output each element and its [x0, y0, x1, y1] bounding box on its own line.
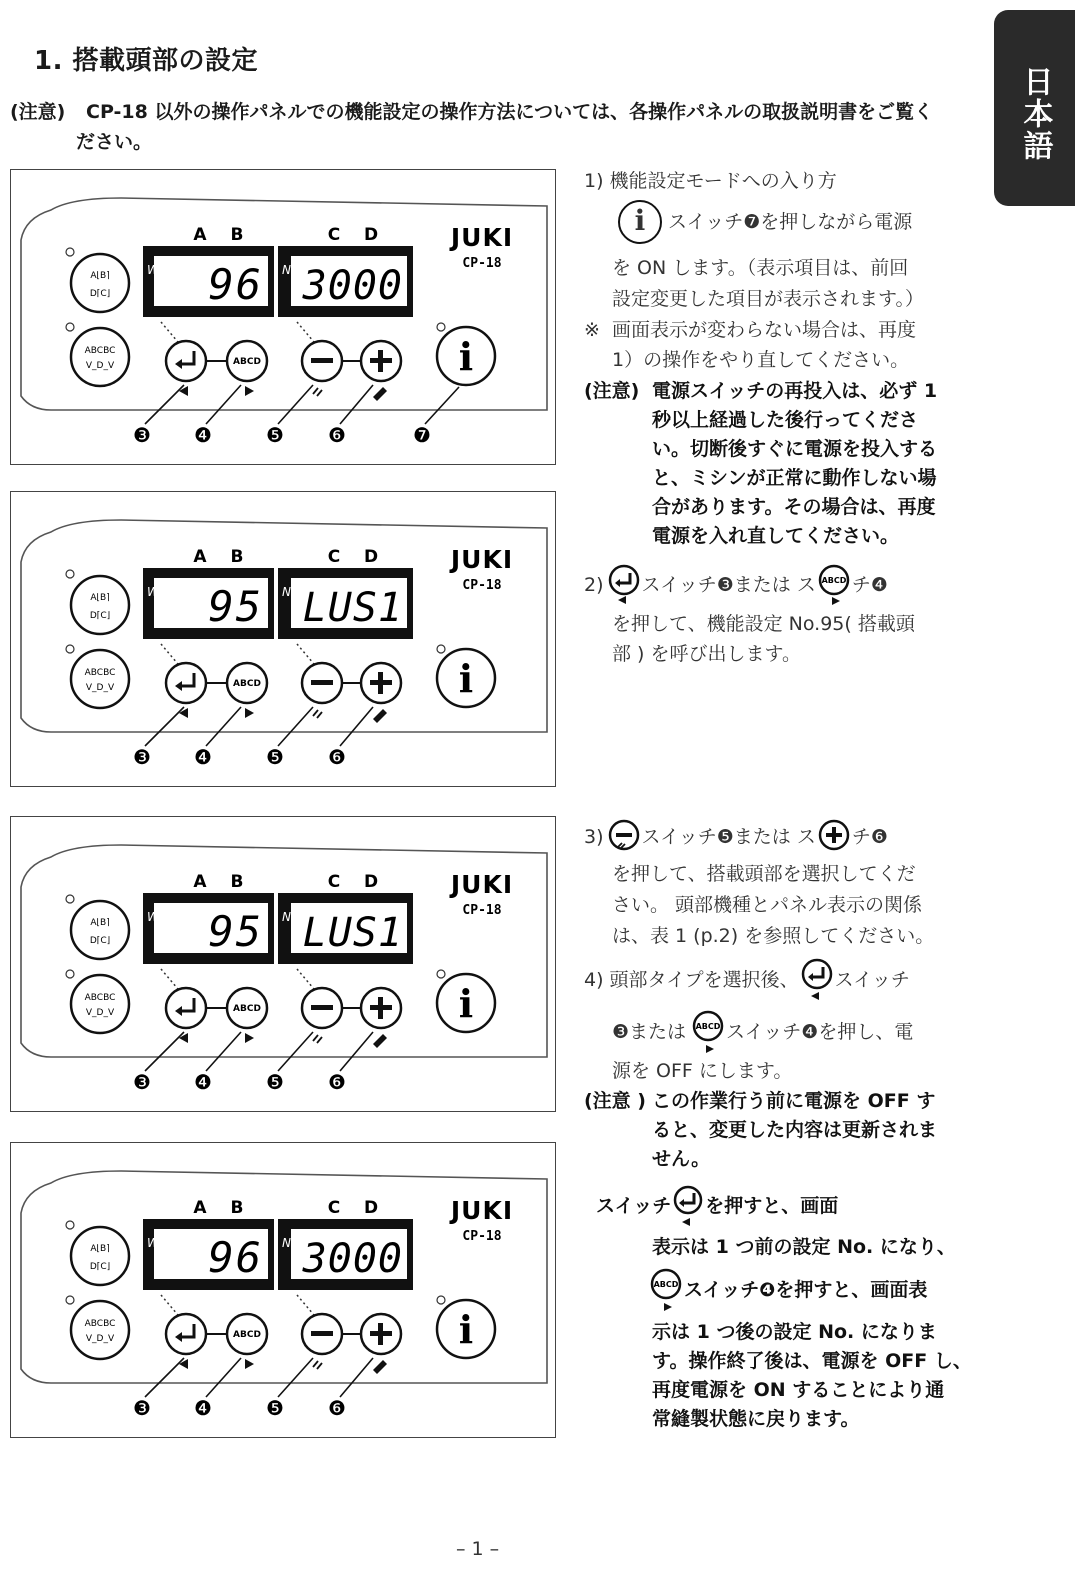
- callout-number: ❻: [328, 423, 346, 447]
- step1-heading: 1) 機能設定モードへの入り方: [584, 170, 837, 192]
- top-note-line1: CP-18 以外の操作パネルでの機能設定の操作方法については、各操作パネルの取扱説明書をご覧く: [86, 101, 934, 123]
- slash-mark-icon: [313, 710, 322, 718]
- callout-arrow: [145, 707, 184, 746]
- info-switch-label: i: [458, 656, 474, 701]
- tail-line7: 常縫製状態に戻ります。: [652, 1408, 860, 1430]
- callout-number: ❹: [194, 745, 212, 769]
- column-label-c: C: [327, 547, 341, 567]
- step4-line1: [584, 958, 910, 1002]
- pen-icon: [373, 709, 387, 723]
- multi-stitch-label: V_D_V: [85, 683, 115, 693]
- tail-line6: 再度電源を ON することにより通: [652, 1379, 945, 1401]
- step3-text-b: チ❻: [851, 825, 888, 848]
- column-label-b: B: [230, 872, 244, 892]
- svg-text:ABCD: ABCD: [653, 1280, 679, 1289]
- step3-line4: は、表 1 (p.2) を参照してください。: [612, 925, 935, 947]
- lcd-mark-icon: N: [282, 263, 291, 277]
- model-label: CP-18: [462, 578, 502, 593]
- juki-logo: JUKI: [450, 545, 514, 574]
- callout-arrow: [278, 1032, 313, 1071]
- tail-line5: す。操作終了後は、電源を OFF し、: [652, 1350, 972, 1372]
- lcd-mark-icon: W: [147, 1236, 159, 1250]
- callout-arrow: [145, 1032, 184, 1071]
- left-lcd-value: 95: [208, 907, 263, 956]
- abcd-switch-icon: [648, 1268, 684, 1312]
- plus-sign-icon: [378, 672, 383, 694]
- note1-label: (注意): [584, 380, 640, 402]
- step1-remark-line2: 1）の操作をやり直してください。: [612, 349, 910, 371]
- left-triangle-icon: [179, 1359, 188, 1369]
- indicator-led: [66, 570, 74, 578]
- juki-logo: JUKI: [450, 1196, 514, 1225]
- plus-sign-icon: [378, 1323, 383, 1345]
- indicator-led: [437, 1296, 445, 1304]
- step2-text-b: チ❹: [851, 573, 888, 596]
- callout-arrow: [278, 385, 313, 424]
- top-note-line2: ださい。: [76, 131, 153, 153]
- note2-line: せん。: [652, 1148, 711, 1170]
- top-note-label: (注意): [10, 101, 66, 123]
- left-triangle-icon: [179, 708, 188, 718]
- right-lcd-value: LUS1: [302, 585, 403, 631]
- enter-switch-icon: [166, 663, 206, 703]
- callout-arrow: [340, 1032, 373, 1071]
- step1-remark-mark: ※: [584, 319, 600, 341]
- info-switch-label: i: [458, 334, 474, 379]
- note1-line: 電源を入れ直してください。: [652, 525, 900, 547]
- callout-arrow: [206, 1358, 241, 1397]
- column-label-a: A: [193, 872, 207, 892]
- stitch-pattern-label: A⌊B⌉: [90, 918, 110, 928]
- step2-text-a: スイッチ❸または ス: [641, 573, 816, 596]
- minus-sign-icon: [311, 1331, 333, 1336]
- step4-line3: 源を OFF にします。: [612, 1060, 793, 1082]
- step2-number: 2): [584, 573, 604, 596]
- column-label-b: B: [230, 547, 244, 567]
- left-triangle-icon: [179, 1033, 188, 1043]
- note2-label: (注意 ): [584, 1090, 646, 1112]
- info-switch-label: i: [458, 981, 474, 1026]
- callout-number: ❼: [413, 423, 431, 447]
- stitch-pattern-label: D⌈C⌋: [89, 289, 111, 299]
- panel-figure-4: [10, 1142, 556, 1438]
- callout-number: ❺: [266, 745, 284, 769]
- note2-line: ると、変更した内容は更新されま: [652, 1119, 938, 1141]
- lcd-mark-icon: W: [147, 263, 159, 277]
- indicator-led: [66, 895, 74, 903]
- minus-sign-icon: [311, 680, 333, 685]
- column-label-a: A: [193, 225, 207, 245]
- column-label-a: A: [193, 1198, 207, 1218]
- note1-body: [652, 377, 992, 551]
- stitch-pattern-label: D⌈C⌋: [89, 936, 111, 946]
- indicator-led: [66, 1221, 74, 1229]
- plus-switch-icon: [816, 818, 852, 856]
- multi-stitch-label: ABCBC: [84, 993, 116, 1003]
- right-triangle-icon: [245, 708, 254, 718]
- callout-arrow: [206, 1032, 241, 1071]
- callout-arrow: [340, 385, 373, 424]
- right-lcd-value: LUS1: [302, 910, 403, 956]
- step2-line3: 部 ) を呼び出します。: [612, 643, 801, 665]
- callout-arrow: [206, 385, 241, 424]
- column-label-d: D: [363, 225, 379, 245]
- stitch-pattern-label: A⌊B⌉: [90, 1244, 110, 1254]
- callout-number: ❻: [328, 1070, 346, 1094]
- column-label-b: B: [230, 225, 244, 245]
- stitch-pattern-label: A⌊B⌉: [90, 593, 110, 603]
- lcd-mark-icon: N: [282, 1236, 291, 1250]
- tail-text-b: を押すと、画面: [705, 1194, 839, 1217]
- enter-switch-icon: [671, 1184, 705, 1228]
- note1-line: 電源スイッチの再投入は、必ず 1: [652, 380, 938, 402]
- lcd-mark-icon: W: [147, 910, 159, 924]
- step3-line1: [584, 818, 888, 856]
- indicator-led: [66, 970, 74, 978]
- callout-arrow: [340, 707, 373, 746]
- callout-arrow: [145, 385, 184, 424]
- right-triangle-icon: [245, 1033, 254, 1043]
- page-number: – 1 –: [456, 1538, 500, 1560]
- language-tab: 日本語: [994, 10, 1075, 206]
- step2-line2: を押して、機能設定 No.95( 搭載頭: [612, 613, 915, 635]
- lcd-mark-icon: W: [147, 585, 159, 599]
- step1-line-b: を ON します。（表示項目は、前回: [612, 257, 909, 279]
- step4-line2: [612, 1010, 913, 1054]
- column-label-d: D: [363, 872, 379, 892]
- stitch-pattern-switch-icon: [71, 901, 129, 959]
- enter-switch-icon: [606, 564, 642, 606]
- multi-stitch-switch-icon: [71, 1301, 129, 1359]
- indicator-led: [66, 645, 74, 653]
- step1-line-a-text: スイッチ❼を押しながら電源: [668, 210, 913, 233]
- abcd-switch-icon: [816, 564, 852, 606]
- info-switch-icon: i: [618, 200, 662, 244]
- slash-mark-icon: [313, 388, 322, 396]
- enter-switch-icon: [166, 1314, 206, 1354]
- stitch-pattern-label: D⌈C⌋: [89, 1262, 111, 1272]
- callout-arrow: [278, 707, 313, 746]
- multi-stitch-switch-icon: [71, 328, 129, 386]
- stitch-pattern-switch-icon: [71, 576, 129, 634]
- panel-figure-3: [10, 816, 556, 1112]
- plus-sign-icon: [378, 997, 383, 1019]
- step1-line-a: [618, 200, 912, 244]
- column-label-d: D: [363, 547, 379, 567]
- minus-sign-icon: [311, 1005, 333, 1010]
- callout-arrow: [340, 1358, 373, 1397]
- multi-stitch-label: V_D_V: [85, 361, 115, 371]
- plus-sign-icon: [378, 350, 383, 372]
- slash-mark-icon: [313, 1035, 322, 1043]
- left-lcd-value: 96: [208, 1233, 263, 1282]
- multi-stitch-label: ABCBC: [84, 1319, 116, 1329]
- callout-number: ❹: [194, 423, 212, 447]
- callout-arrow: [425, 387, 459, 424]
- callout-arrow: [145, 1358, 184, 1397]
- column-label-b: B: [230, 1198, 244, 1218]
- note1-line: い。切断後すぐに電源を投入する: [652, 438, 938, 460]
- abcd-switch-label: ABCD: [233, 1004, 261, 1014]
- model-label: CP-18: [462, 1229, 502, 1244]
- right-lcd-value: 3000: [302, 263, 403, 309]
- callout-number: ❺: [266, 1396, 284, 1420]
- callout-number: ❻: [328, 1396, 346, 1420]
- juki-logo: JUKI: [450, 870, 514, 899]
- right-triangle-icon: [245, 1359, 254, 1369]
- column-label-d: D: [363, 1198, 379, 1218]
- enter-switch-icon: [166, 988, 206, 1028]
- callout-number: ❸: [133, 745, 151, 769]
- callout-arrow: [278, 1358, 313, 1397]
- column-label-a: A: [193, 547, 207, 567]
- stitch-pattern-switch-icon: [71, 1227, 129, 1285]
- column-label-c: C: [327, 872, 341, 892]
- slash-mark-icon: [313, 1361, 322, 1369]
- callout-number: ❹: [194, 1070, 212, 1094]
- callout-number: ❺: [266, 423, 284, 447]
- note2-line: この作業行う前に電源を OFF す: [652, 1090, 936, 1112]
- step3-number: 3): [584, 825, 604, 848]
- panel-figure-2: [10, 491, 556, 787]
- step3-line3: さい。 頭部機種とパネル表示の関係: [612, 894, 923, 916]
- callout-number: ❸: [133, 1070, 151, 1094]
- svg-text:ABCD: ABCD: [695, 1022, 721, 1031]
- left-lcd-value: 95: [208, 582, 263, 631]
- column-label-c: C: [327, 225, 341, 245]
- callout-arrow: [206, 707, 241, 746]
- callout-number: ❺: [266, 1070, 284, 1094]
- minus-sign-icon: [311, 358, 333, 363]
- step2-line1: [584, 564, 888, 606]
- tail-text-c: スイッチ❹を押すと、画面表: [684, 1278, 928, 1301]
- multi-stitch-switch-icon: [71, 650, 129, 708]
- note1-line: 秒以上経過した後行ってくださ: [652, 409, 919, 431]
- callout-number: ❹: [194, 1396, 212, 1420]
- step4-text-d: スイッチ❹を押し、電: [726, 1020, 914, 1043]
- tail-line3: [648, 1268, 927, 1312]
- right-lcd-value: 3000: [302, 1236, 403, 1282]
- indicator-led: [66, 1296, 74, 1304]
- abcd-switch-label: ABCD: [233, 679, 261, 689]
- pen-icon: [373, 387, 387, 401]
- multi-stitch-label: V_D_V: [85, 1008, 115, 1018]
- left-lcd-value: 96: [208, 260, 263, 309]
- lcd-mark-icon: N: [282, 585, 291, 599]
- abcd-switch-label: ABCD: [233, 1330, 261, 1340]
- step3-line2: を押して、搭載頭部を選択してくだ: [612, 863, 916, 885]
- column-label-c: C: [327, 1198, 341, 1218]
- pen-icon: [373, 1360, 387, 1374]
- right-triangle-icon: [245, 386, 254, 396]
- left-triangle-icon: [179, 386, 188, 396]
- stitch-pattern-label: D⌈C⌋: [89, 611, 111, 621]
- step1-remark-line1: 画面表示が変わらない場合は、再度: [612, 319, 917, 341]
- step4-text-b: スイッチ: [834, 968, 910, 991]
- indicator-led: [66, 248, 74, 256]
- step4-text-c: ❸または: [612, 1020, 687, 1043]
- abcd-switch-label: ABCD: [233, 357, 261, 367]
- pen-icon: [373, 1034, 387, 1048]
- info-switch-label: i: [458, 1307, 474, 1352]
- multi-stitch-label: ABCBC: [84, 346, 116, 356]
- abcd-switch-icon: [690, 1010, 726, 1054]
- indicator-led: [437, 970, 445, 978]
- indicator-led: [437, 323, 445, 331]
- tail-line4: 示は 1 つ後の設定 No. になりま: [652, 1321, 937, 1343]
- stitch-pattern-label: A⌊B⌉: [90, 271, 110, 281]
- model-label: CP-18: [462, 256, 502, 271]
- note2-body: [652, 1087, 982, 1174]
- multi-stitch-label: ABCBC: [84, 668, 116, 678]
- juki-logo: JUKI: [450, 223, 514, 252]
- tail-text-a: スイッチ: [596, 1194, 672, 1217]
- multi-stitch-switch-icon: [71, 975, 129, 1033]
- page-title: 1. 搭載頭部の設定: [34, 46, 259, 76]
- note1-line: と、ミシンが正常に動作しない場: [652, 467, 937, 489]
- step1-line-c: 設定変更した項目が表示されます。）: [612, 288, 924, 310]
- callout-number: ❸: [133, 423, 151, 447]
- step4-text-a: 4) 頭部タイプを選択後、: [584, 968, 799, 991]
- indicator-led: [66, 323, 74, 331]
- enter-switch-icon: [166, 341, 206, 381]
- tail-line2: 表示は 1 つ前の設定 No. になり、: [652, 1236, 956, 1258]
- callout-number: ❸: [133, 1396, 151, 1420]
- lcd-mark-icon: N: [282, 910, 291, 924]
- svg-text:ABCD: ABCD: [821, 576, 847, 585]
- panel-figure-1: [10, 169, 556, 465]
- callout-number: ❻: [328, 745, 346, 769]
- model-label: CP-18: [462, 903, 502, 918]
- enter-switch-icon: [799, 958, 835, 1002]
- tail-line1: [596, 1184, 838, 1228]
- indicator-led: [437, 645, 445, 653]
- note1-line: 合があります。その場合は、再度: [652, 496, 936, 518]
- stitch-pattern-switch-icon: [71, 254, 129, 312]
- step3-text-a: スイッチ❺または ス: [641, 825, 816, 848]
- multi-stitch-label: V_D_V: [85, 1334, 115, 1344]
- minus-switch-icon: [606, 818, 642, 856]
